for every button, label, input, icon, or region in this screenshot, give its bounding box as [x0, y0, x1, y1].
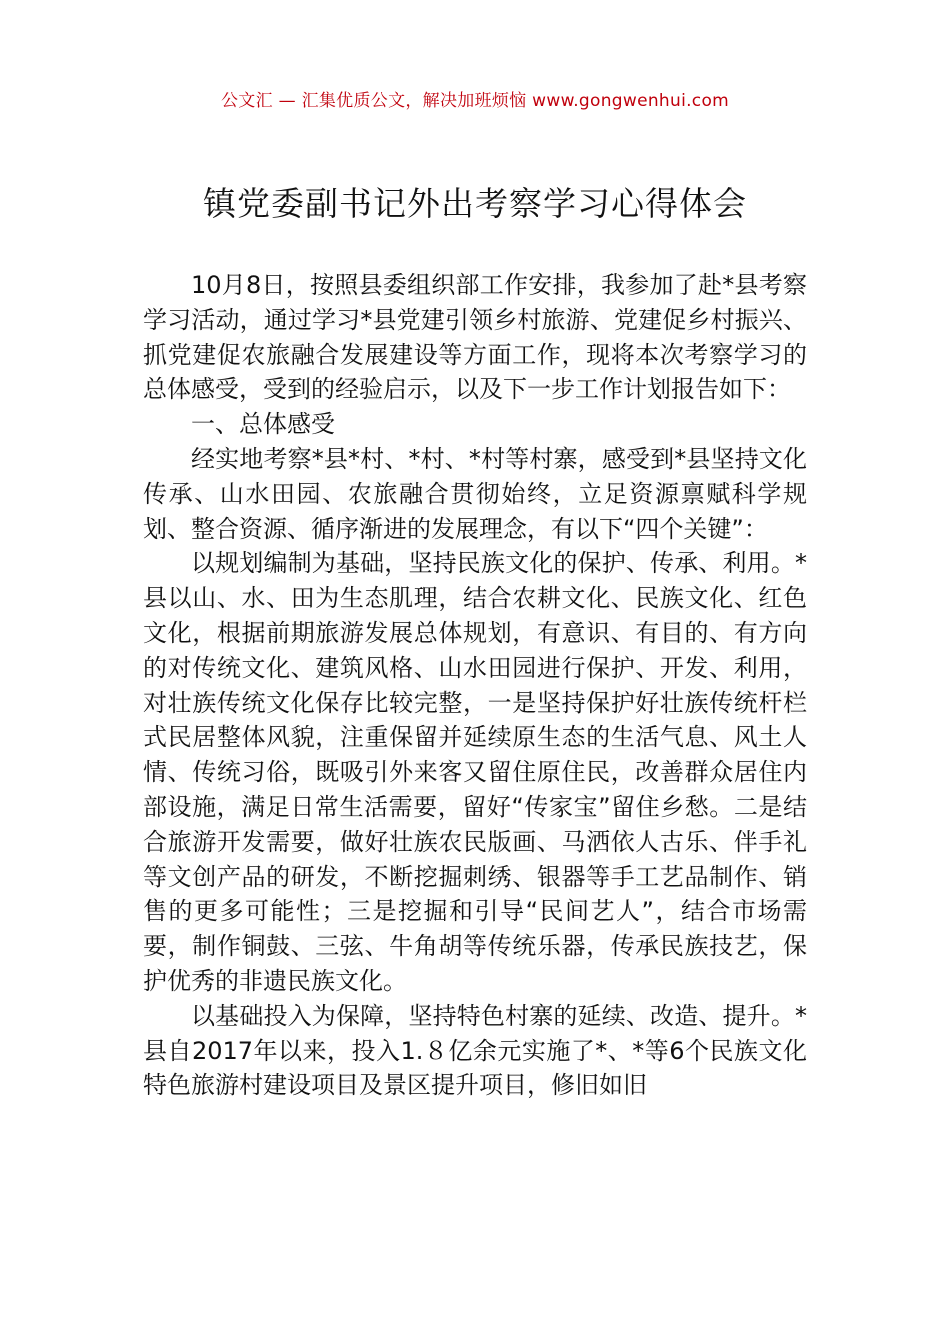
site-banner: 公文汇 — 汇集优质公文，解决加班烦恼 www.gongwenhui.com: [220, 91, 730, 111]
paragraph-planning: 以规划编制为基础，坚持民族文化的保护、传承、利用。*县以山、水、田为生态肌理，结合农耕文化、民族文化、红色文化，根据前期旅游发展总体规划，有意识、有目的、有方向的对传统文化、建筑风格、山水田园进行保护、开发、利用，对壮族传统文化保存比较完整，一是坚持保护好壮族传统杆栏式民居整体风貌，注重保留并延续原生态的生活气息、风土人情、传统习俗，既吸引外来客又留住原住民，改善群众居住内部设施，满足日常生活需要，留好“传家宝”留住乡愁。二是结合旅游开发需要，做好壮族农民版画、马洒依人古乐、伴手礼等文创产品的研发，不断挖掘刺绣、银器等手工艺品制作、销售的更多可能性；三是挖掘和引导“民间艺人”，结合市场需要，制作铜鼓、三弦、牛角胡等传统乐器，传承民族技艺，保护优秀的非遗民族文化。: [143, 549, 807, 995]
document-body: [143, 268, 807, 1103]
document-title: 镇党委副书记外出考察学习心得体会: [203, 184, 747, 223]
section-heading-overall-impression: 一、总体感受: [191, 410, 335, 439]
paragraph-investment: 以基础投入为保障，坚持特色村寨的延续、改造、提升。*县自2017年以来，投入1.８亿余元实施了*、*等6个民族文化特色旅游村建设项目及景区提升项目，修旧如旧: [143, 1001, 807, 1100]
paragraph-field-visit: 经实地考察*县*村、*村、*村等村寨，感受到*县坚持文化传承、山水田园、农旅融合贯彻始终，立足资源禀赋科学规划、整合资源、循序渐进的发展理念，有以下“四个关键”：: [143, 444, 807, 543]
paragraph-intro: 10月8日，按照县委组织部工作安排，我参加了赴*县考察学习活动，通过学习*县党建引领乡村旅游、党建促乡村振兴、抓党建促农旅融合发展建设等方面工作，现将本次考察学习的总体感受，受到的经验启示，以及下一步工作计划报告如下：: [143, 271, 807, 404]
